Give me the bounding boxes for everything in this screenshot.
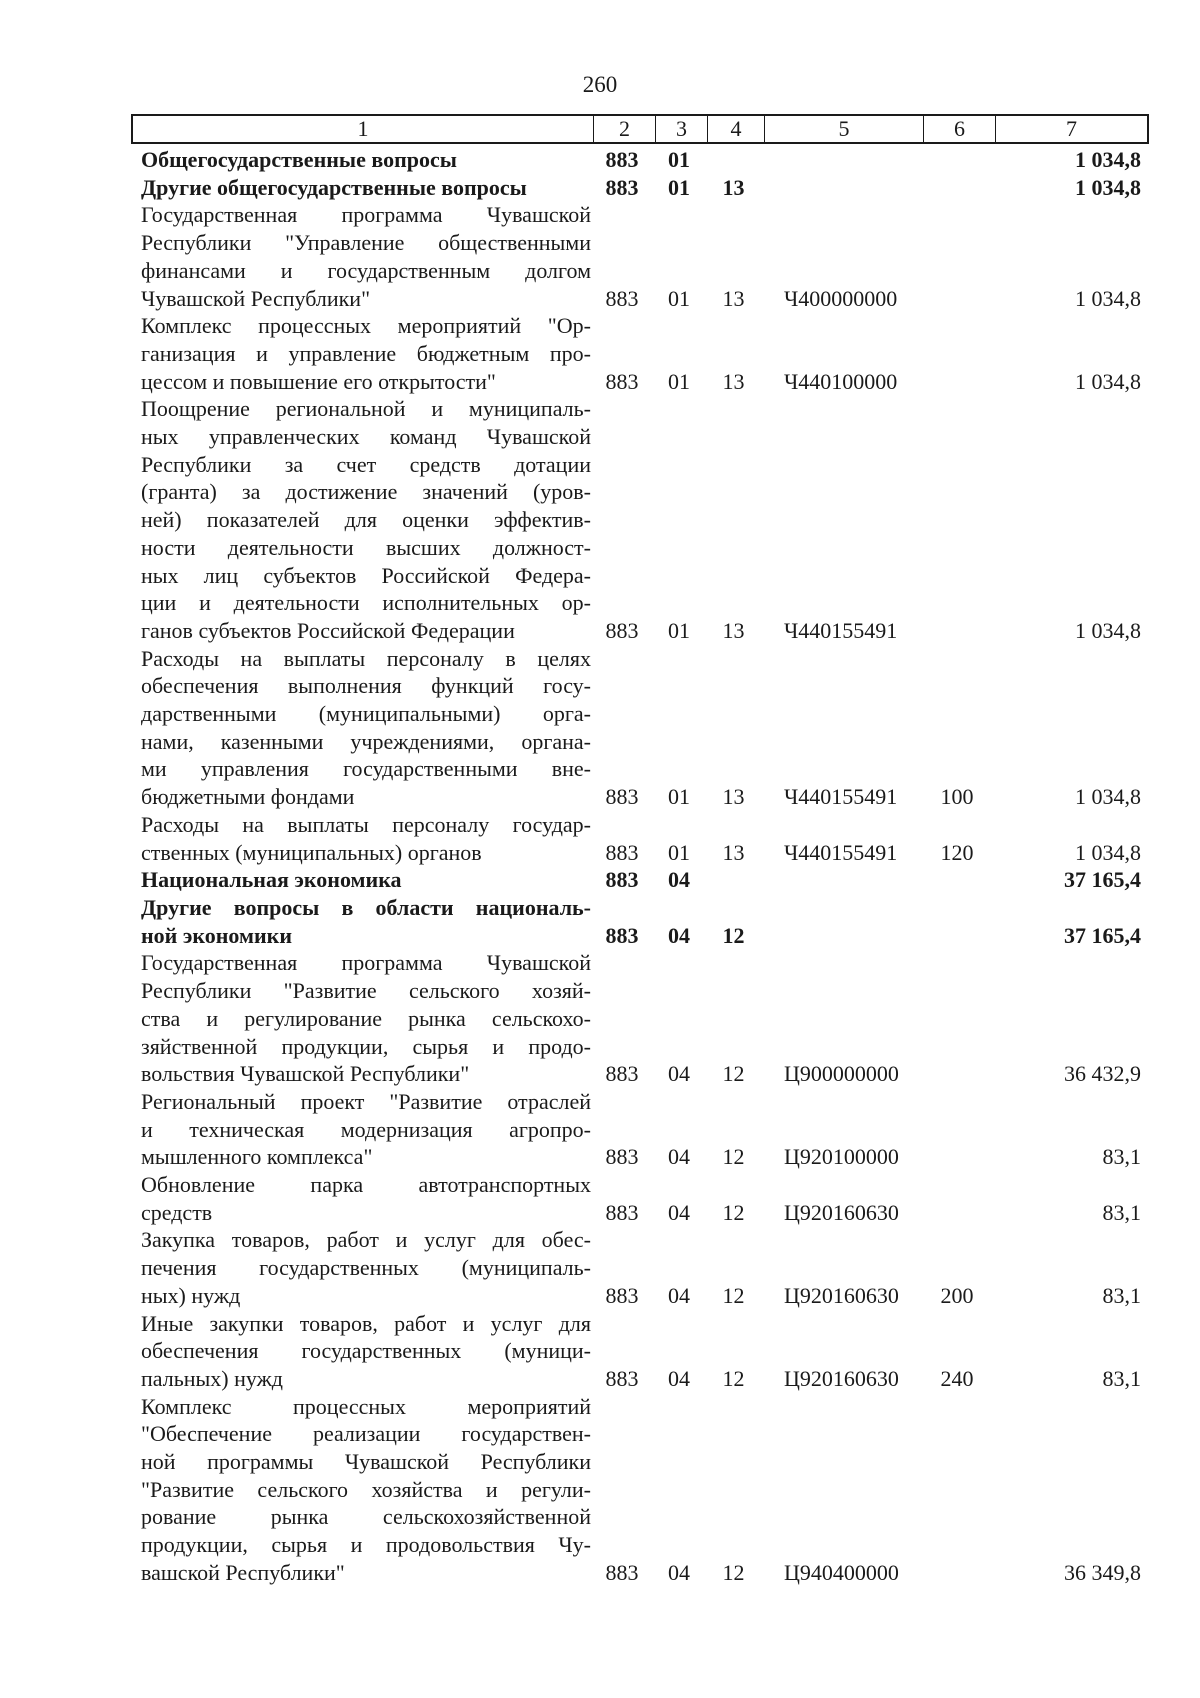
row-amount: 1 034,8 [1075,147,1141,172]
row-amount: 37 165,4 [1064,922,1141,948]
row-description-line: цессом и повышение его открытости" [141,368,496,394]
row-description-line: бюджетными фондами [141,784,355,810]
row-description-line: Комплекс процессных мероприятий [141,1393,591,1419]
row-description-line: Комплекс процессных мероприятий "Ор- [141,313,591,339]
row-description-line: ми управления государственными вне- [141,756,591,782]
row-description-line: вольствия Чувашской Республики" [141,1061,470,1087]
row-section-code: 04 [668,922,690,948]
row-description-line: Другие общегосударственные вопросы [141,174,527,200]
row-description-line: (гранта) за достижение значений (уров- [141,479,591,505]
row-amount: 83,1 [1102,1282,1141,1308]
row-amount: 1 034,8 [1075,368,1141,394]
row-section-code: 04 [668,1144,690,1170]
row-expense-type: 120 [940,839,974,865]
row-target-article: Ц940400000 [784,1559,899,1585]
row-amount: 83,1 [1102,1199,1141,1225]
row-description-line: ности деятельности высших должност- [141,534,591,560]
row-subsection-code: 12 [722,1144,745,1170]
row-ministry-code: 883 [605,839,639,865]
row-section-code: 04 [668,1365,690,1391]
row-description-line: нами, казенными учреждениями, органа- [141,728,591,754]
header-col-7: 7 [995,116,1147,142]
row-subsection-code: 13 [722,285,745,311]
row-description [131,949,591,1088]
row-description [131,201,591,312]
row-target-article: Ц920160630 [784,1282,899,1308]
row-description [131,1171,591,1226]
row-description-line: "Обеспечение реализации государствен- [141,1421,591,1447]
table-row [131,1088,1149,1171]
row-description-line: ганов субъектов Российской Федерации [141,617,515,643]
row-subsection-code: 13 [722,617,745,643]
row-description-line: ганизация и управление бюджетным про- [141,340,591,366]
row-ministry-code: 883 [605,174,639,200]
row-target-article: Ц920160630 [784,1365,899,1391]
row-ministry-code: 883 [605,784,639,810]
row-description-line: ции и деятельности исполнительных ор- [141,590,591,616]
table-row [131,201,1149,312]
row-expense-type: 200 [940,1282,974,1308]
row-description-line: ной экономики [141,922,293,948]
row-description [131,395,591,644]
table-row [131,174,1149,202]
row-description-line: и техническая модернизация агропро- [141,1116,591,1142]
table-row [131,312,1149,395]
row-description [131,174,591,202]
header-col-4: 4 [707,116,764,142]
row-description-line: средств [141,1199,213,1225]
row-subsection-code: 12 [722,1061,745,1087]
table-header [131,114,1149,144]
row-section-code: 04 [668,867,690,893]
row-description-line: дарственными (муниципальными) орга- [141,701,591,727]
row-section-code: 01 [668,368,690,394]
page-number: 260 [582,72,618,97]
row-description-line: ней) показателей для оценки эффектив- [141,507,591,533]
row-target-article: Ч440155491 [784,617,898,643]
row-target-article: Ц920160630 [784,1199,899,1225]
row-ministry-code: 883 [605,867,639,893]
row-subsection-code: 13 [722,839,745,865]
row-description-line: печения государственных (муниципаль- [141,1255,591,1281]
row-description-line: Закупка товаров, работ и услуг для обес- [141,1227,591,1253]
row-description [131,1226,591,1309]
row-section-code: 04 [668,1559,690,1585]
row-ministry-code: 883 [605,1199,639,1225]
row-target-article: Ц900000000 [784,1061,899,1087]
row-subsection-code: 12 [722,1365,745,1391]
header-col-5: 5 [764,116,923,142]
row-section-code: 01 [668,784,690,810]
row-description-line: Общегосударственные вопросы [141,147,457,172]
row-description [131,1088,591,1171]
row-description-line: Иные закупки товаров, работ и услуг для [141,1310,591,1336]
row-description-line: Национальная экономика [141,867,402,893]
row-description-line: ных лиц субъектов Российской Федера- [141,562,591,588]
row-description-line: финансами и государственным долгом [141,257,591,283]
row-ministry-code: 883 [605,147,639,172]
row-amount: 83,1 [1102,1365,1141,1391]
row-description-line: обеспечения государственных (муници- [141,1338,591,1364]
row-section-code: 04 [668,1282,690,1308]
table-row [131,866,1149,894]
row-description-line: ных) нужд [141,1282,241,1308]
row-subsection-code: 12 [722,1559,745,1585]
header-col-1: 1 [357,116,369,141]
row-description [131,811,591,866]
table-row [131,949,1149,1088]
row-amount: 36 349,8 [1064,1559,1141,1585]
row-description-line: ной программы Чувашской Республики [141,1449,591,1475]
row-description-line: "Развитие сельского хозяйства и регули- [141,1476,591,1502]
row-target-article: Ч440155491 [784,839,898,865]
row-amount: 1 034,8 [1075,784,1141,810]
table-row [131,146,1149,174]
row-amount: 1 034,8 [1075,617,1141,643]
row-ministry-code: 883 [605,285,639,311]
row-description-line: Чувашской Республики" [141,285,371,311]
row-amount: 1 034,8 [1075,285,1141,311]
row-description-line: зяйственной продукции, сырья и продо- [141,1033,591,1059]
row-section-code: 01 [668,147,690,172]
row-description-line: Обновление парка автотранспортных [141,1172,591,1198]
row-description-line: ных управленческих команд Чувашской [141,424,591,450]
row-description-line: Расходы на выплаты персоналу государ- [141,811,591,837]
row-description-line: Республики "Управление общественными [141,230,591,256]
row-amount: 83,1 [1102,1144,1141,1170]
row-subsection-code: 13 [722,368,745,394]
row-section-code: 01 [668,617,690,643]
row-amount: 1 034,8 [1075,839,1141,865]
header-col-2: 2 [593,116,655,142]
table-row [131,1393,1149,1587]
row-amount: 36 432,9 [1064,1061,1141,1087]
row-ministry-code: 883 [605,1061,639,1087]
row-ministry-code: 883 [605,368,639,394]
row-ministry-code: 883 [605,617,639,643]
row-description-line: Региональный проект "Развитие отраслей [141,1088,591,1114]
table-row [131,1171,1149,1226]
row-description-line: продукции, сырья и продовольствия Чу- [141,1532,591,1558]
row-target-article: Ц920100000 [784,1144,899,1170]
header-col-6: 6 [923,116,995,142]
header-col-3: 3 [655,116,707,142]
row-description [131,146,591,174]
row-target-article: Ч440155491 [784,784,898,810]
row-description-line: Государственная программа Чувашской [141,950,591,976]
row-expense-type: 100 [940,784,974,810]
row-description-line: Республики "Развитие сельского хозяй- [141,978,591,1004]
row-ministry-code: 883 [605,1365,639,1391]
row-description-line: Поощрение региональной и муниципаль- [141,396,591,422]
row-description [131,312,591,395]
row-section-code: 01 [668,285,690,311]
row-ministry-code: 883 [605,922,639,948]
row-description-line: Расходы на выплаты персоналу в целях [141,645,591,671]
row-description [131,894,591,949]
row-description-line: рование рынка сельскохозяйственной [141,1504,591,1530]
row-description [131,866,591,894]
row-subsection-code: 13 [722,174,745,200]
row-ministry-code: 883 [605,1144,639,1170]
row-description [131,1310,591,1393]
row-subsection-code: 12 [722,1282,745,1308]
table-row [131,1226,1149,1309]
table-body [131,146,1149,1587]
table-row [131,811,1149,866]
row-description-line: Государственная программа Чувашской [141,202,591,228]
row-description-line: ства и регулирование рынка сельскохо- [141,1005,591,1031]
table-row [131,1310,1149,1393]
row-ministry-code: 883 [605,1282,639,1308]
row-subsection-code: 12 [722,1199,745,1225]
row-description-line: мышленного комплекса" [141,1144,373,1170]
table-row [131,645,1149,811]
row-target-article: Ч400000000 [784,285,898,311]
row-expense-type: 240 [940,1365,974,1391]
row-section-code: 01 [668,839,690,865]
row-ministry-code: 883 [605,1559,639,1585]
row-section-code: 04 [668,1199,690,1225]
row-description-line: пальных) нужд [141,1365,284,1391]
row-description-line: ственных (муниципальных) органов [141,839,482,865]
table-row [131,395,1149,644]
row-section-code: 01 [668,174,690,200]
row-description-line: обеспечения выполнения функций госу- [141,673,591,699]
row-subsection-code: 13 [722,784,745,810]
table-row [131,894,1149,949]
row-amount: 37 165,4 [1064,867,1141,893]
row-subsection-code: 12 [722,922,745,948]
row-description-line: Другие вопросы в области националь- [141,894,591,920]
row-description-line: Республики за счет средств дотации [141,451,591,477]
row-description-line: вашской Республики" [141,1559,345,1585]
row-amount: 1 034,8 [1075,174,1141,200]
row-description [131,645,591,811]
row-description [131,1393,591,1587]
row-section-code: 04 [668,1061,690,1087]
row-target-article: Ч440100000 [784,368,898,394]
